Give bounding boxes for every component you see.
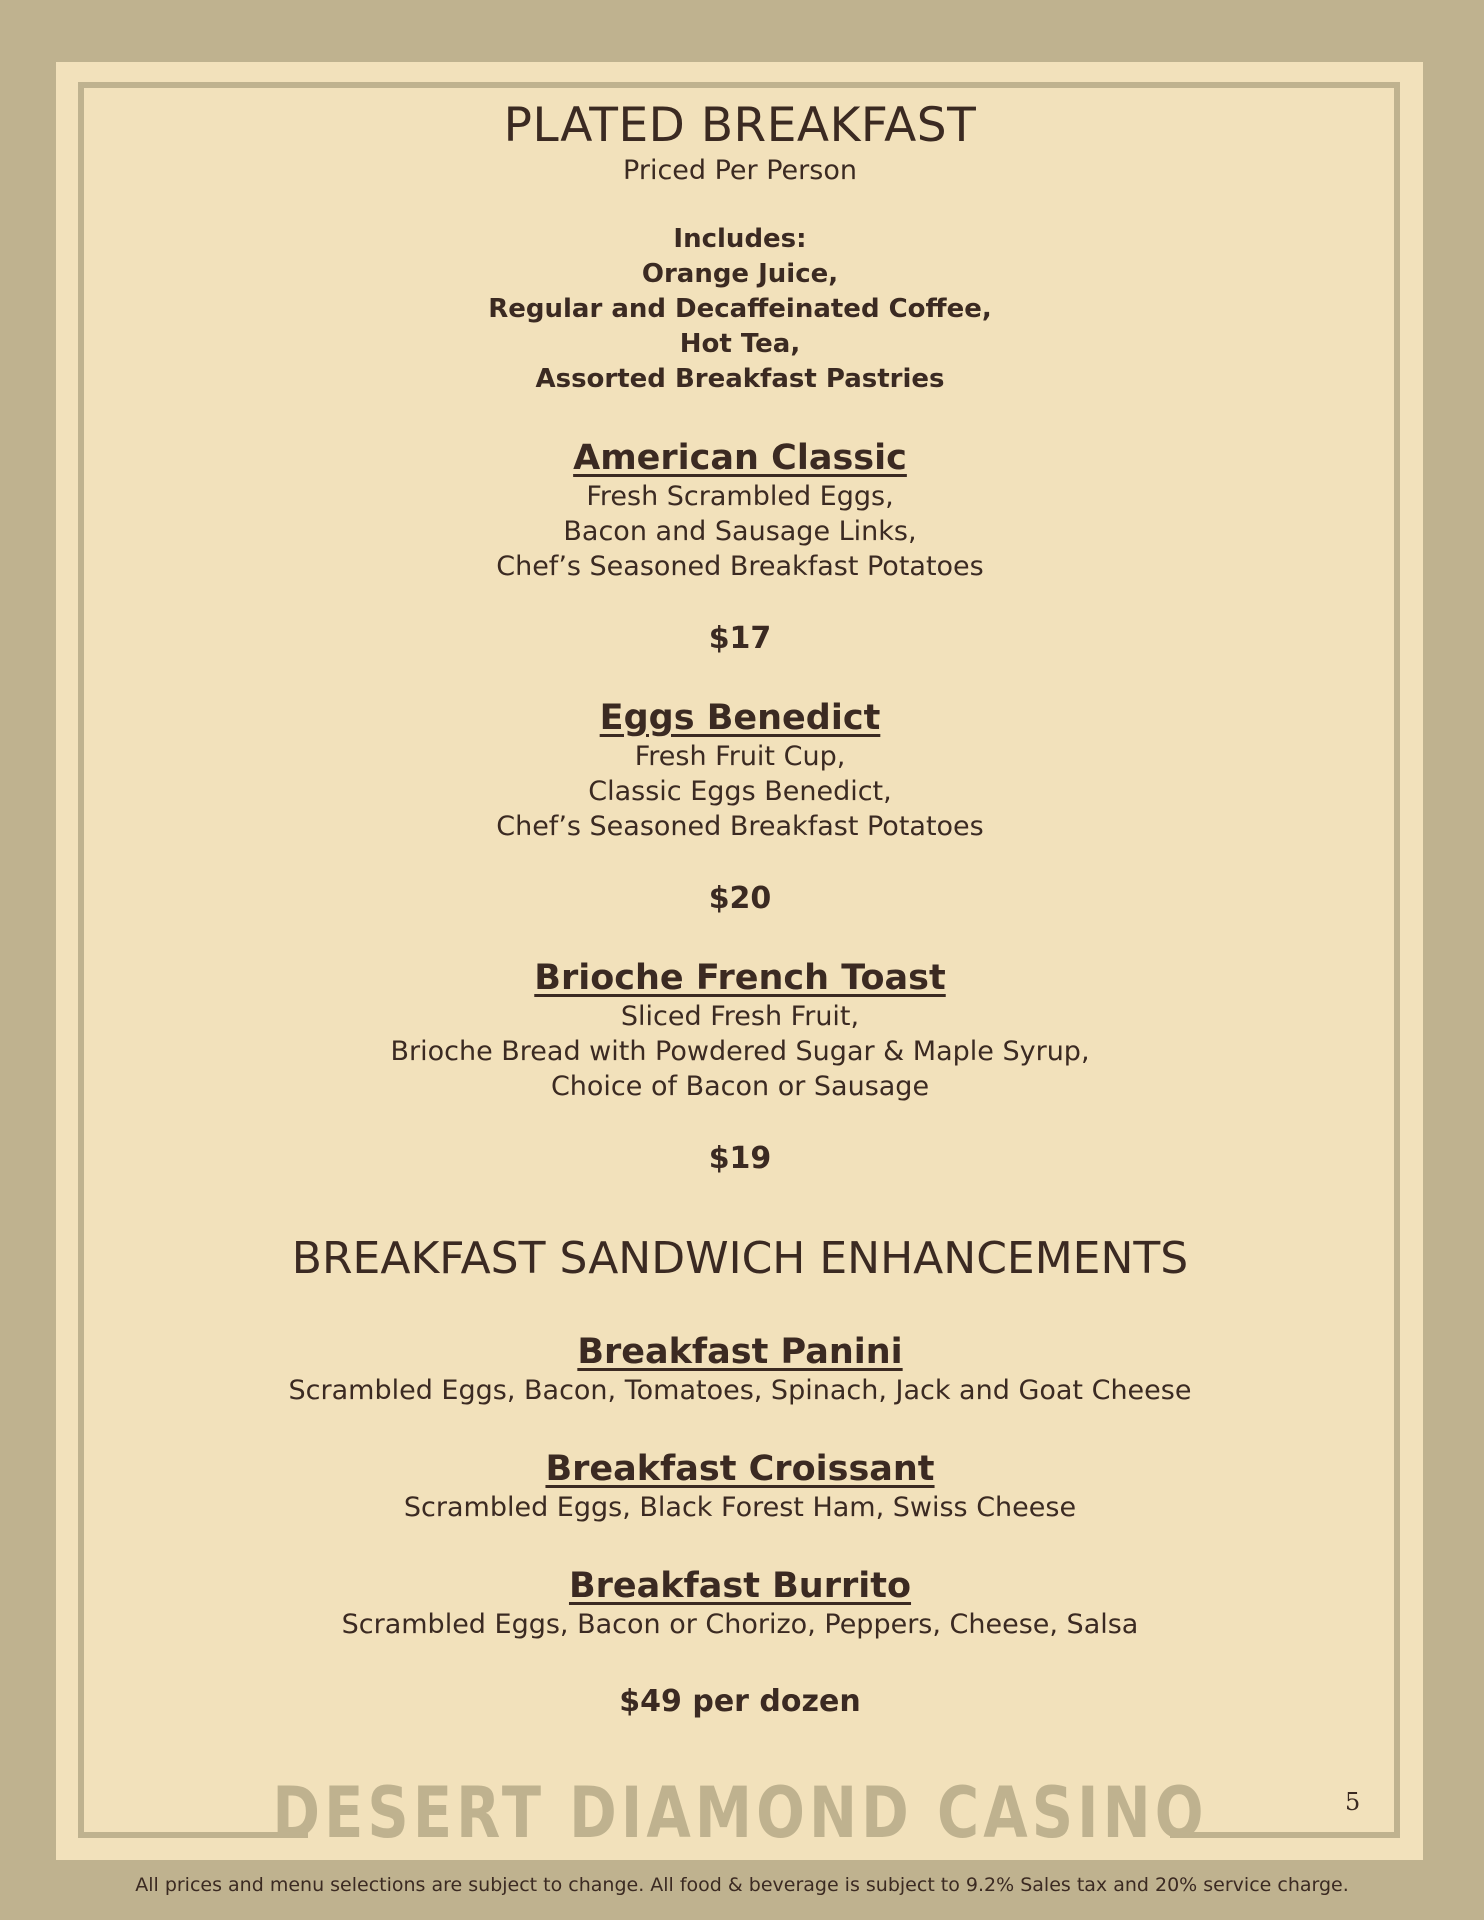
menu-item-name: American Classic xyxy=(573,438,907,478)
menu-item-line: Fresh Scrambled Eggs, xyxy=(586,481,894,512)
sandwich-name: Breakfast Burrito xyxy=(568,1566,912,1606)
menu-item-american-classic xyxy=(90,437,1390,657)
menu-item-line: Sliced Fresh Fruit, xyxy=(620,1001,860,1032)
menu-item-line: Chef’s Seasoned Breakfast Potatoes xyxy=(496,551,984,582)
menu-item-brioche-french-toast xyxy=(90,957,1390,1177)
menu-item-price: $17 xyxy=(708,621,772,656)
sandwich-item-burrito xyxy=(90,1565,1390,1642)
menu-item-line: Choice of Bacon or Sausage xyxy=(550,1071,930,1102)
includes-item: Regular and Decaffeinated Coffee, xyxy=(488,294,992,324)
includes-item: Assorted Breakfast Pastries xyxy=(535,364,945,394)
menu-item-eggs-benedict xyxy=(90,697,1390,917)
sandwich-desc: Scrambled Eggs, Black Forest Ham, Swiss Cheese xyxy=(403,1492,1077,1523)
menu-item-name: Brioche French Toast xyxy=(534,958,946,998)
plated-breakfast-subtitle: Priced Per Person xyxy=(623,155,857,186)
menu-item-line: Brioche Bread with Powdered Sugar & Maple Syrup, xyxy=(390,1036,1090,1067)
menu-content xyxy=(90,90,1390,1720)
sandwich-item-croissant xyxy=(90,1448,1390,1525)
brand-logo: DESERT DIAMOND CASINO xyxy=(272,1772,1208,1854)
includes-item: Hot Tea, xyxy=(679,329,801,359)
sandwich-desc: Scrambled Eggs, Bacon or Chorizo, Peppers, Cheese, Salsa xyxy=(341,1609,1139,1640)
sandwich-enhancements-title: BREAKFAST SANDWICH ENHANCEMENTS xyxy=(291,1233,1189,1284)
sandwich-desc: Scrambled Eggs, Bacon, Tomatoes, Spinach, Jack and Goat Cheese xyxy=(288,1375,1192,1406)
sandwich-name: Breakfast Panini xyxy=(577,1332,903,1372)
menu-item-name: Eggs Benedict xyxy=(599,698,881,738)
includes-list xyxy=(90,222,1390,397)
sandwich-price: $49 per dozen xyxy=(619,1684,861,1719)
sandwich-name: Breakfast Croissant xyxy=(545,1449,935,1489)
menu-item-line: Bacon and Sausage Links, xyxy=(563,516,917,547)
plated-breakfast-title: PLATED BREAKFAST xyxy=(503,98,977,153)
includes-heading: Includes: xyxy=(673,224,807,254)
menu-item-line: Chef’s Seasoned Breakfast Potatoes xyxy=(496,811,984,842)
menu-item-price: $20 xyxy=(708,881,772,916)
includes-item: Orange Juice, xyxy=(641,259,839,289)
footer-disclaimer: All prices and menu selections are subject to change. All food & beverage is subject to 9.2% Sales tax and 20% service charge. xyxy=(135,1874,1349,1896)
page-number: 5 xyxy=(1345,1788,1361,1816)
menu-item-line: Fresh Fruit Cup, xyxy=(634,741,846,772)
menu-item-price: $19 xyxy=(708,1141,772,1176)
menu-item-line: Classic Eggs Benedict, xyxy=(588,776,892,807)
sandwich-item-panini xyxy=(90,1331,1390,1408)
